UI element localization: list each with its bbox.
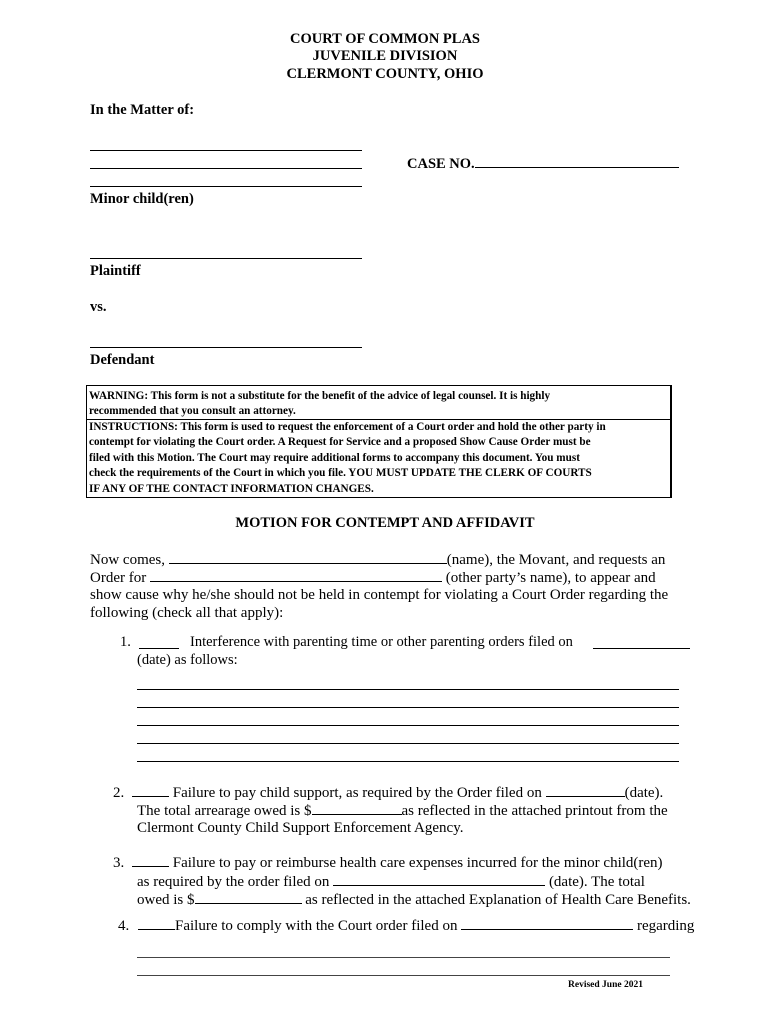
movant-line: Now comes, (name), the Movant, and requests an [90, 552, 666, 568]
item-2-number: 2. [113, 785, 125, 801]
check-all-text: following (check all that apply): [90, 605, 284, 621]
case-no-label: CASE NO. [407, 156, 475, 172]
item-3-line-1: 3. Failure to pay or reimburse health care expenses incurred for the minor child(ren) [113, 855, 663, 871]
child-name-line-3[interactable] [90, 186, 362, 187]
item-2-arrearage-field[interactable] [312, 801, 402, 815]
court-name: COURT OF COMMON PLAS [289, 31, 480, 47]
item-1-detail-line-2[interactable] [137, 707, 679, 708]
item-1-checkbox[interactable] [139, 635, 179, 649]
item-1-date-field[interactable] [593, 635, 690, 649]
warning-line-2: recommended that you consult an attorney. [89, 405, 296, 417]
court-county: CLERMONT COUNTY, OHIO [286, 66, 484, 82]
other-party-name-field[interactable] [150, 568, 442, 582]
motion-title: MOTION FOR CONTEMPT AND AFFIDAVIT [235, 515, 535, 531]
defendant-line[interactable] [90, 347, 362, 348]
matter-label: In the Matter of: [90, 102, 195, 118]
minor-label: Minor child(ren) [90, 191, 194, 207]
item-4-date-field[interactable] [461, 916, 633, 930]
item-2-checkbox[interactable] [132, 783, 169, 797]
instructions-line-3: filed with this Motion. The Court may require additional forms to accompany this document. You must [89, 452, 580, 464]
vs-label: vs. [90, 299, 107, 315]
court-division: JUVENILE DIVISION [312, 48, 458, 64]
item-4-line-1: 4. Failure to comply with the Court order filed on regarding [118, 918, 695, 934]
item-1-date-label: (date) as follows: [137, 652, 238, 668]
case-no-field[interactable] [475, 154, 679, 168]
instructions-line-1: INSTRUCTIONS: This form is used to request the enforcement of a Court order and hold the other party in [89, 421, 606, 433]
instructions-line-2: contempt for violating the Court order. A Request for Service and a proposed Show Cause Order must be [89, 436, 591, 448]
item-1-detail-line-4[interactable] [137, 743, 679, 744]
defendant-label: Defendant [90, 352, 155, 368]
item-1-number: 1. [120, 634, 131, 650]
item-4-checkbox[interactable] [138, 916, 175, 930]
instructions-line-5: IF ANY OF THE CONTACT INFORMATION CHANGES. [89, 483, 374, 495]
other-party-line: Order for (other party’s name), to appear and [90, 570, 656, 586]
plaintiff-line[interactable] [90, 258, 362, 259]
instructions-line-4: check the requirements of the Court in which you file. YOU MUST UPDATE THE CLERK OF COURTS [89, 467, 592, 479]
plaintiff-label: Plaintiff [90, 263, 141, 279]
item-3-date-field[interactable] [333, 872, 545, 886]
case-no [407, 154, 679, 174]
item-3-number: 3. [113, 855, 125, 871]
item-4-detail-line-1[interactable] [137, 957, 670, 958]
item-4-detail-line-2[interactable] [137, 975, 670, 976]
item-2-date-field[interactable] [546, 783, 625, 797]
item-4-number: 4. [118, 918, 130, 934]
child-name-line-1[interactable] [90, 150, 362, 151]
movant-name-field[interactable] [169, 550, 447, 564]
item-1-detail-line-3[interactable] [137, 725, 679, 726]
item-2-line-2: The total arrearage owed is $ as reflected in the attached printout from the [137, 803, 668, 819]
child-name-line-2[interactable] [90, 168, 362, 169]
item-1-text: Interference with parenting time or other parenting orders filed on [190, 634, 573, 650]
warning-line-1: WARNING: This form is not a substitute for the benefit of the advice of legal counsel. It is highly [89, 390, 551, 402]
item-1-detail-line-1[interactable] [137, 689, 679, 690]
item-3-line-3: owed is $ as reflected in the attached Explanation of Health Care Benefits. [137, 892, 691, 908]
item-2-line-3: Clermont County Child Support Enforcement Agency. [137, 820, 464, 836]
show-cause-text: show cause why he/she should not be held in contempt for violating a Court Order regarding the [90, 587, 669, 603]
item-1-detail-line-5[interactable] [137, 761, 679, 762]
item-3-amount-field[interactable] [195, 890, 302, 904]
item-3-line-2: as required by the order filed on (date). The total [137, 874, 645, 890]
item-3-checkbox[interactable] [132, 853, 169, 867]
item-2-line-1: 2. Failure to pay child support, as required by the Order filed on (date). [113, 785, 664, 801]
revised-date: Revised June 2021 [568, 980, 643, 990]
